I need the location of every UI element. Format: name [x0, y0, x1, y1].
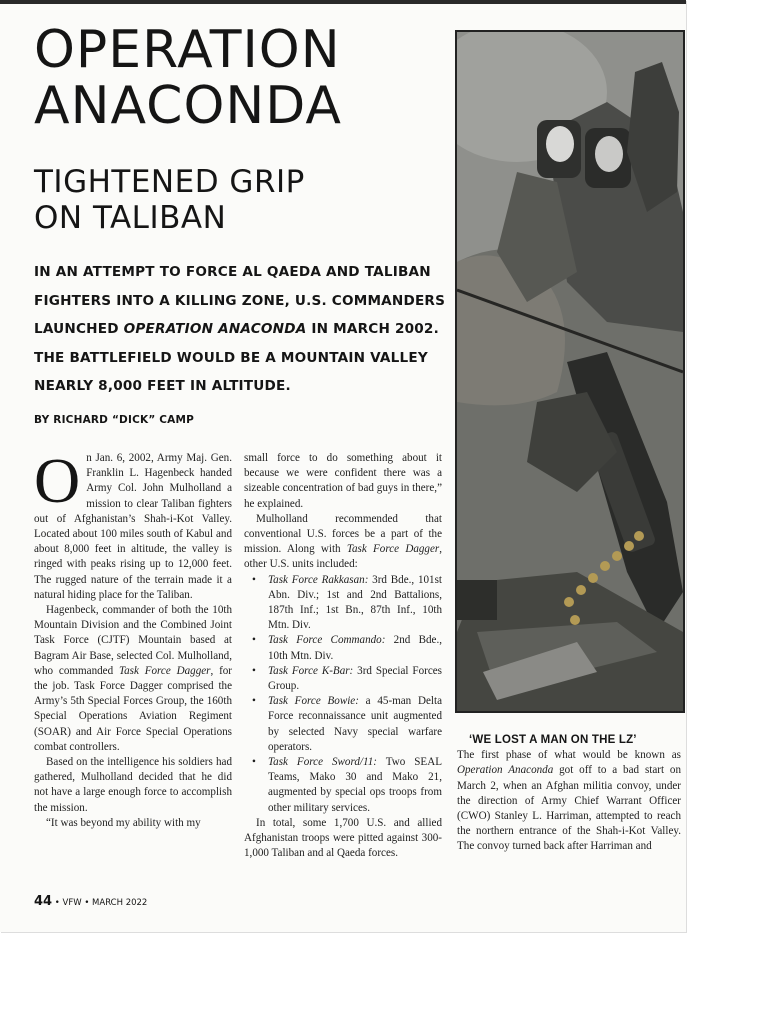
section-heading: ‘WE LOST A MAN ON THE LZ’ [469, 734, 637, 746]
title-line-2: ANACONDA [34, 76, 342, 136]
body-column-1 [34, 445, 233, 831]
issue-date: MARCH 2022 [92, 898, 148, 908]
page-number: 44 [34, 894, 53, 909]
task-force-list [244, 573, 442, 816]
paragraph: Hagenbeck, commander of both the 10th Mountain Division and the Combined Joint Task Force (CJTF) Mountain based at Bagram Air Base, selected Col. Mulholland, who commanded Task Force Dagger, for the job. Task Force Dagger comprised the Army’s 5th Special Forces Group, the 160th Special Operations Aviation Regiment (SOAR) and Air Force Special Operations combat controllers. [34, 604, 233, 753]
body-column-2 [244, 451, 442, 861]
subtitle-line-1: TIGHTENED GRIP [34, 164, 305, 200]
paragraph: On Jan. 6, 2002, Army Maj. Gen. Franklin L. Hagenbeck handed Army Col. John Mulholland a mission to clear Taliban fighters out of Afghanistan’s Shah-i-Kot Valley. Located about 100 miles south of Kabul and about 8,000 feet in altitude, the valley is ringed with peaks rising up to 12,000 feet. The rugged nature of the terrain made it a natural hiding place for the Taliban. [34, 445, 232, 601]
title-line-1: OPERATION [34, 20, 341, 80]
paragraph: The first phase of what would be known as Operation Anaconda got off to a bad start on March 2, when an Afghan militia convoy, under the direction of Army Chief Warrant Officer (CWO) Stanley L. Harriman, attempted to reach the northern entrance of the Shah-i-Kot Valley. The convoy turned back after Harriman and [457, 749, 681, 853]
subtitle-line-2: ON TALIBAN [34, 200, 227, 236]
list-item: • Task Force Bowie: a 45-man Delta Force reconnaissance unit augmented by selected Navy special warfare operators. [244, 694, 442, 755]
top-rule [0, 0, 686, 4]
byline: BY RICHARD “DICK” CAMP [34, 414, 195, 426]
list-item: • Task Force K-Bar: 3rd Special Forces Group. [244, 664, 442, 694]
article-subtitle [34, 164, 454, 236]
list-item: • Task Force Rakkasan: 3rd Bde., 101st Abn. Div.; 1st and 2nd Battalions, 187th Inf.; 1st Bn., 87th Inf., 10th Mtn. Div. [244, 573, 442, 634]
paragraph: In total, some 1,700 U.S. and allied Afghanistan troops were pitted against 300-1,000 Taliban and al Qaeda forces. [244, 816, 442, 860]
body-column-3 [457, 733, 681, 855]
paragraph: “It was beyond my ability with my [46, 816, 201, 829]
paragraph: Mulholland recommended that conventional U.S. forces be a part of the mission. Along with Task Force Dagger, other U.S. units included: [244, 512, 442, 571]
magazine-name: VFW [62, 898, 82, 908]
paragraph: Based on the intelligence his soldiers had gathered, Mulholland decided that he did not have a large enough force to accomplish the mission. [34, 756, 232, 814]
page-footer: 44 • VFW • MARCH 2022 [34, 894, 148, 909]
article-deck: IN AN ATTEMPT TO FORCE AL QAEDA AND TALIBAN FIGHTERS INTO A KILLING ZONE, U.S. COMMANDERS LAUNCHED OPERATION ANACONDA IN MARCH 2002. THE BATTLEFIELD WOULD BE A MOUNTAIN VALLEY NEARLY 8,000 FEET IN ALTITUDE. [34, 264, 446, 394]
list-item: • Task Force Sword/11: Two SEAL Teams, Mako 30 and Mako 21, augmented by special ops troops from other military services. [244, 755, 442, 816]
drop-cap: O [34, 445, 81, 516]
paragraph: small force to do something about it because we were confident there was a sizeable concentration of bad guys in there,” he explained. [244, 452, 442, 510]
soldier-with-binoculars-image [457, 32, 683, 711]
article-title [34, 22, 454, 134]
soldier-photo [455, 30, 685, 713]
list-item: • Task Force Commando: 2nd Bde., 10th Mtn. Div. [244, 633, 442, 663]
